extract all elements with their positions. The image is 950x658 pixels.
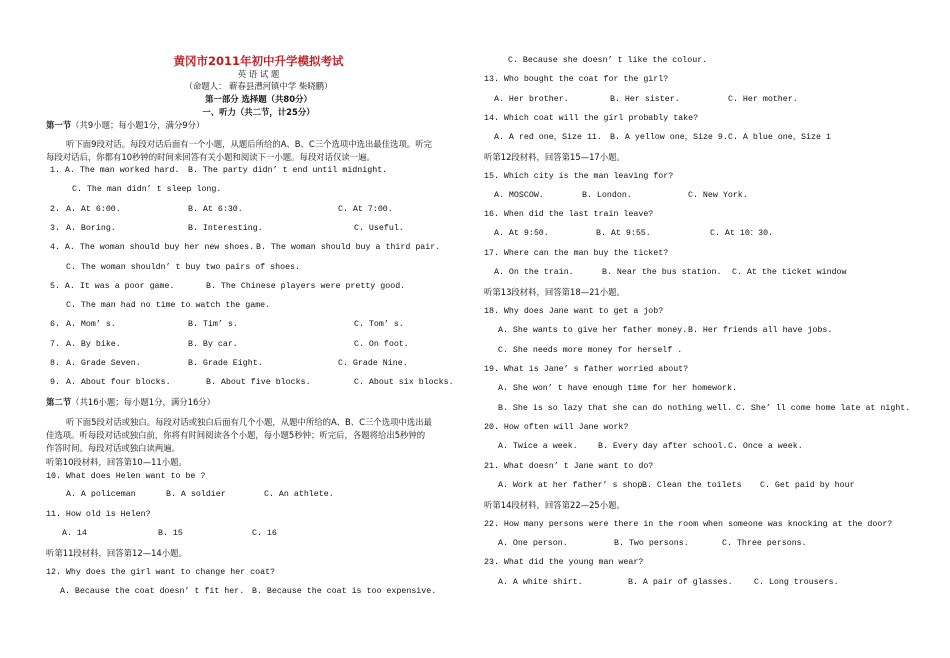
- section1-heading: [46, 120, 204, 130]
- question-number: 2.: [50, 205, 60, 214]
- option-a: A. Boring.: [66, 224, 116, 233]
- option-b: B. The woman should buy a third pair.: [256, 243, 441, 252]
- option-a: A. A white shirt.: [498, 578, 583, 587]
- option-c: C. Get paid by hour: [760, 481, 855, 490]
- option-c: C. About six blocks.: [354, 378, 454, 387]
- option-b: B. London.: [582, 191, 632, 200]
- option-b: B. 15: [158, 529, 183, 538]
- question-14: 14. Which coat will the girl probably take?: [484, 114, 699, 123]
- section1-heading-rest: （共9小题；每小题1分，满分9分）: [71, 120, 205, 130]
- material-note: 听第14段材料，回答第22—25小题。: [484, 500, 625, 510]
- section1-instruction: 听下面9段对话。每段对话后面有一个小题，从题后所给的A、B、C三个选项中选出最佳选项。听完: [66, 139, 433, 149]
- option-b: B. By car.: [188, 340, 238, 349]
- option-c: C. Three persons.: [722, 539, 807, 548]
- option-c: C. She needs more money for herself .: [498, 346, 683, 355]
- option-a: A. Her brother.: [494, 95, 569, 104]
- option-c: C. Once a week.: [728, 442, 803, 451]
- question-number: 3.: [50, 224, 60, 233]
- question-18: 18. Why does Jane want to get a job?: [484, 307, 664, 316]
- option-a: 1. A. The man worked hard.: [50, 166, 180, 175]
- option-c: C. On foot.: [354, 340, 409, 349]
- material-note: 听第11段材料，回答第12—14小题。: [46, 548, 187, 558]
- option-a: A. She wants to give her father money.: [498, 326, 688, 335]
- material-note: 听第12段材料，回答第15—17小题。: [484, 152, 625, 162]
- section2-heading: [46, 397, 215, 407]
- option-b: B. At 6:30.: [188, 205, 243, 214]
- section2-instruction: 听下面5段对话或独白。每段对话或独白后面有几个小题，从题中所给的A、B、C三个选项中选出最: [66, 417, 433, 427]
- option-b: B. Two persons.: [614, 539, 689, 548]
- material-note: 听第10段材料，回答第10—11小题。: [46, 457, 187, 467]
- option-a: A. Grade Seven.: [66, 359, 141, 368]
- option-b: B. She is so lazy that she can do nothing well.: [498, 404, 733, 413]
- option-b: B. Because the coat is too expensive.: [252, 587, 437, 596]
- option-a: A. Work at her father’ s shop: [498, 481, 643, 490]
- question-15: 15. Which city is the man leaving for?: [484, 172, 674, 181]
- option-a: A. MOSCOW.: [494, 191, 544, 200]
- section1-instruction: 每段对话后，你都有10秒钟的时间来回答有关小题和阅读下一小题。每段对话仅读一遍。: [46, 152, 375, 162]
- option-c: C. Grade Nine.: [338, 359, 408, 368]
- section2-instruction: 作答时间。每段对话或独白读两遍。: [46, 443, 180, 453]
- section2-heading-rest: （共16小题；每小题1分，满分16分）: [71, 397, 216, 407]
- material-note: 听第13段材料，回答第18—21小题。: [484, 287, 625, 297]
- question-number: 6.: [50, 320, 60, 329]
- option-b: B. At 9:55.: [596, 229, 651, 238]
- question-number: 7.: [50, 340, 60, 349]
- option-b: B. A yellow one，Size 9.: [610, 133, 728, 142]
- option-b: B. Clean the toilets: [642, 481, 742, 490]
- option-a: A. One person.: [498, 539, 568, 548]
- option-a: A. Because the coat doesn’ t fit her.: [60, 587, 245, 596]
- option-c: C. Because she doesn’ t like the colour.: [508, 56, 708, 65]
- option-c: C. She’ ll come home late at night.: [736, 404, 911, 413]
- option-b: B. The Chinese players were pretty good.: [206, 282, 406, 291]
- question-number: 9.: [50, 378, 60, 387]
- option-a: A. At 9:50.: [494, 229, 549, 238]
- option-c: C. Tom’ s.: [354, 320, 404, 329]
- option-a: A. A policeman: [66, 490, 136, 499]
- question-10: 10. What does Helen want to be ?: [46, 472, 206, 481]
- option-c: C. The man didn’ t sleep long.: [72, 185, 222, 194]
- section1-heading-bold: 第一节: [46, 120, 72, 130]
- option-c: C. 16: [252, 529, 277, 538]
- question-22: 22. How many persons were there in the room when someone was knocking at the door?: [484, 520, 893, 529]
- subject-line: 英 语 试 题: [237, 69, 280, 79]
- question-12: 12. Why does the girl want to change her coat?: [46, 568, 276, 577]
- option-b: B. Interesting.: [188, 224, 263, 233]
- option-a: A. She won’ t have enough time for her homework.: [498, 384, 737, 393]
- option-c: C. Long trousers.: [754, 578, 839, 587]
- option-c: C. At 7:00.: [338, 205, 393, 214]
- option-a: A. Twice a week.: [498, 442, 578, 451]
- option-b: B. Near the bus station.: [602, 268, 722, 277]
- option-c: C. An athlete.: [264, 490, 334, 499]
- question-17: 17. Where can the man buy the ticket?: [484, 249, 669, 258]
- listening-heading: 一、听力（共二节，计25分）: [202, 107, 315, 117]
- option-a: A. On the train.: [494, 268, 574, 277]
- option-a: 4. A. The woman should buy her new shoes.: [50, 243, 255, 252]
- question-13: 13. Who bought the coat for the girl?: [484, 75, 669, 84]
- option-a: A. Mom’ s.: [66, 320, 116, 329]
- question-19: 19. What is Jane’ s father worried about?: [484, 365, 689, 374]
- option-b: B. Her sister.: [610, 95, 680, 104]
- option-b: B. Tim’ s.: [188, 320, 238, 329]
- part-heading: 第一部分 选择题（共80分）: [205, 94, 312, 104]
- option-a: A. A red one，Size 11.: [494, 133, 602, 142]
- question-11: 11. How old is Helen?: [46, 510, 151, 519]
- option-c: C. At the ticket window: [732, 268, 847, 277]
- option-b: B. A soldier: [166, 490, 226, 499]
- option-c: C. New York.: [688, 191, 748, 200]
- question-number: 8.: [50, 359, 60, 368]
- option-a: A. 14: [62, 529, 87, 538]
- section2-instruction: 佳选项。听每段对话或独白前，你将有时间阅读各个小题，每小题5秒钟；听完后，各题将给出5秒钟的: [46, 430, 426, 440]
- section2-heading-bold: 第二节: [46, 397, 72, 407]
- option-b: B. Every day after school.: [598, 442, 728, 451]
- question-23: 23. What did the young man wear?: [484, 558, 644, 567]
- option-b: B. A pair of glasses.: [628, 578, 733, 587]
- option-c: C. Her mother.: [728, 95, 798, 104]
- option-c: C. The man had no time to watch the game.: [66, 301, 271, 310]
- option-b: B. Her friends all have jobs.: [688, 326, 833, 335]
- question-20: 20. How often will Jane work?: [484, 423, 629, 432]
- exam-title: 黄冈市2011年初中升学模拟考试: [173, 54, 344, 68]
- option-c: C. A blue one，Size 1: [728, 133, 831, 142]
- option-a: A. About four blocks.: [66, 378, 171, 387]
- option-a: 5. A. It was a poor game.: [50, 282, 175, 291]
- option-c: C. At 10：30.: [710, 229, 774, 238]
- question-21: 21. What doesn’ t Jane want to do?: [484, 462, 654, 471]
- option-a: A. By bike.: [66, 340, 121, 349]
- option-c: C. Useful.: [354, 224, 404, 233]
- option-b: B. About five blocks.: [206, 378, 311, 387]
- option-c: C. The woman shouldn’ t buy two pairs of shoes.: [66, 263, 301, 272]
- question-16: 16. When did the last train leave?: [484, 210, 654, 219]
- option-b: B. Grade Eight.: [188, 359, 263, 368]
- option-a: A. At 6:00.: [66, 205, 121, 214]
- author-line: （命题人： 蕲春县漕河镇中学 柴晓鹏）: [184, 81, 333, 91]
- option-b: B. The party didn’ t end until midnight.: [188, 166, 388, 175]
